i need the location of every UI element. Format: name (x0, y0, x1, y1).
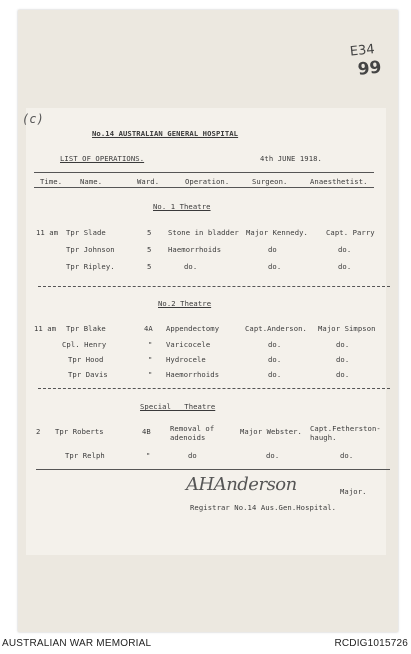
registrar-title: Registrar No.14 Aus.Gen.Hospital. (190, 503, 337, 512)
cell-ward: 5 (147, 228, 152, 237)
signature-rule (36, 469, 390, 470)
hospital-name: No.14 AUSTRALIAN GENERAL HOSPITAL (92, 129, 239, 138)
cell-name: Tpr Slade (66, 228, 106, 237)
cell-name: Tpr Relph (65, 451, 105, 460)
cell-surgeon: do. (268, 355, 282, 364)
cell-name: Tpr Ripley. (66, 262, 115, 271)
cell-ward: 5 (147, 245, 152, 254)
cell-surgeon: Capt.Anderson. (245, 324, 307, 333)
section-divider (38, 388, 390, 389)
cell-anaesthetist: Major Simpson (318, 324, 376, 333)
cell-surgeon: do. (268, 370, 282, 379)
cell-name: Tpr Hood (68, 355, 104, 364)
cell-operation: Hydrocele (166, 355, 206, 364)
cell-surgeon: do (268, 245, 277, 254)
cell-ward: " (148, 340, 153, 349)
reference-mark (350, 43, 383, 80)
cell-ward: 4B (142, 427, 151, 436)
cell-operation: Stone in bladder (168, 228, 239, 237)
cell-operation: Haemorrhoids (168, 245, 222, 254)
cell-time: 2 (36, 427, 41, 436)
cell-name: Tpr Roberts (55, 427, 104, 436)
cell-name: Tpr Blake (66, 324, 106, 333)
cell-operation: Appendectomy (166, 324, 220, 333)
footer-credit: AUSTRALIAN WAR MEMORIAL (2, 638, 152, 649)
cell-ward: 5 (147, 262, 152, 271)
cell-anaesthetist: Capt.Fetherston- haugh. (310, 424, 381, 442)
cell-anaesthetist: do. (338, 262, 352, 271)
cell-operation: Haemorrhoids (166, 370, 220, 379)
ref-line-2: 99 (357, 57, 383, 80)
cell-name: Tpr Johnson (66, 245, 115, 254)
cell-anaesthetist: Capt. Parry (326, 228, 375, 237)
signature-rank: Major. (340, 487, 367, 496)
cell-surgeon: Major Webster. (240, 427, 302, 436)
cell-ward: " (148, 370, 153, 379)
cell-operation: do. (184, 262, 198, 271)
cell-time: 11 am (34, 324, 57, 333)
corner-mark: (c) (22, 112, 44, 126)
cell-operation: Removal of adenoids (170, 424, 215, 442)
col-operation: Operation. (185, 177, 230, 186)
cell-surgeon: do. (268, 262, 282, 271)
col-time: Time. (40, 177, 63, 186)
header-rule-bottom (34, 187, 374, 188)
section-title: No.2 Theatre (158, 299, 212, 308)
cell-time: 11 am (36, 228, 59, 237)
handwritten-signature: AHAnderson (186, 474, 297, 495)
section-title: No. 1 Theatre (153, 202, 211, 211)
header-rule-top (34, 172, 374, 173)
cell-ward: 4A (144, 324, 153, 333)
col-name: Name. (80, 177, 103, 186)
col-ward: Ward. (137, 177, 160, 186)
list-date: 4th JUNE 1918. (260, 154, 322, 163)
cell-name: Tpr Davis (68, 370, 108, 379)
document-page (18, 10, 398, 632)
cell-name: Cpl. Henry (62, 340, 107, 349)
cell-operation: do (188, 451, 197, 460)
cell-ward: " (146, 451, 151, 460)
cell-anaesthetist: do. (336, 370, 350, 379)
col-anaesthetist: Anaesthetist. (310, 177, 368, 186)
cell-anaesthetist: do. (336, 355, 350, 364)
cell-surgeon: do. (266, 451, 280, 460)
cell-anaesthetist: do. (340, 451, 354, 460)
list-title: LIST OF OPERATIONS. (60, 154, 145, 163)
cell-surgeon: do. (268, 340, 282, 349)
section-title: Special Theatre (140, 402, 216, 411)
col-surgeon: Surgeon. (252, 177, 288, 186)
cell-anaesthetist: do. (336, 340, 350, 349)
cell-operation: Varicocele (166, 340, 211, 349)
cell-ward: " (148, 355, 153, 364)
cell-surgeon: Major Kennedy. (246, 228, 308, 237)
cell-anaesthetist: do. (338, 245, 352, 254)
ref-line-1: E34 (349, 42, 376, 60)
footer-catalogue-id: RCDIG1015726 (334, 638, 408, 649)
section-divider (38, 286, 390, 287)
